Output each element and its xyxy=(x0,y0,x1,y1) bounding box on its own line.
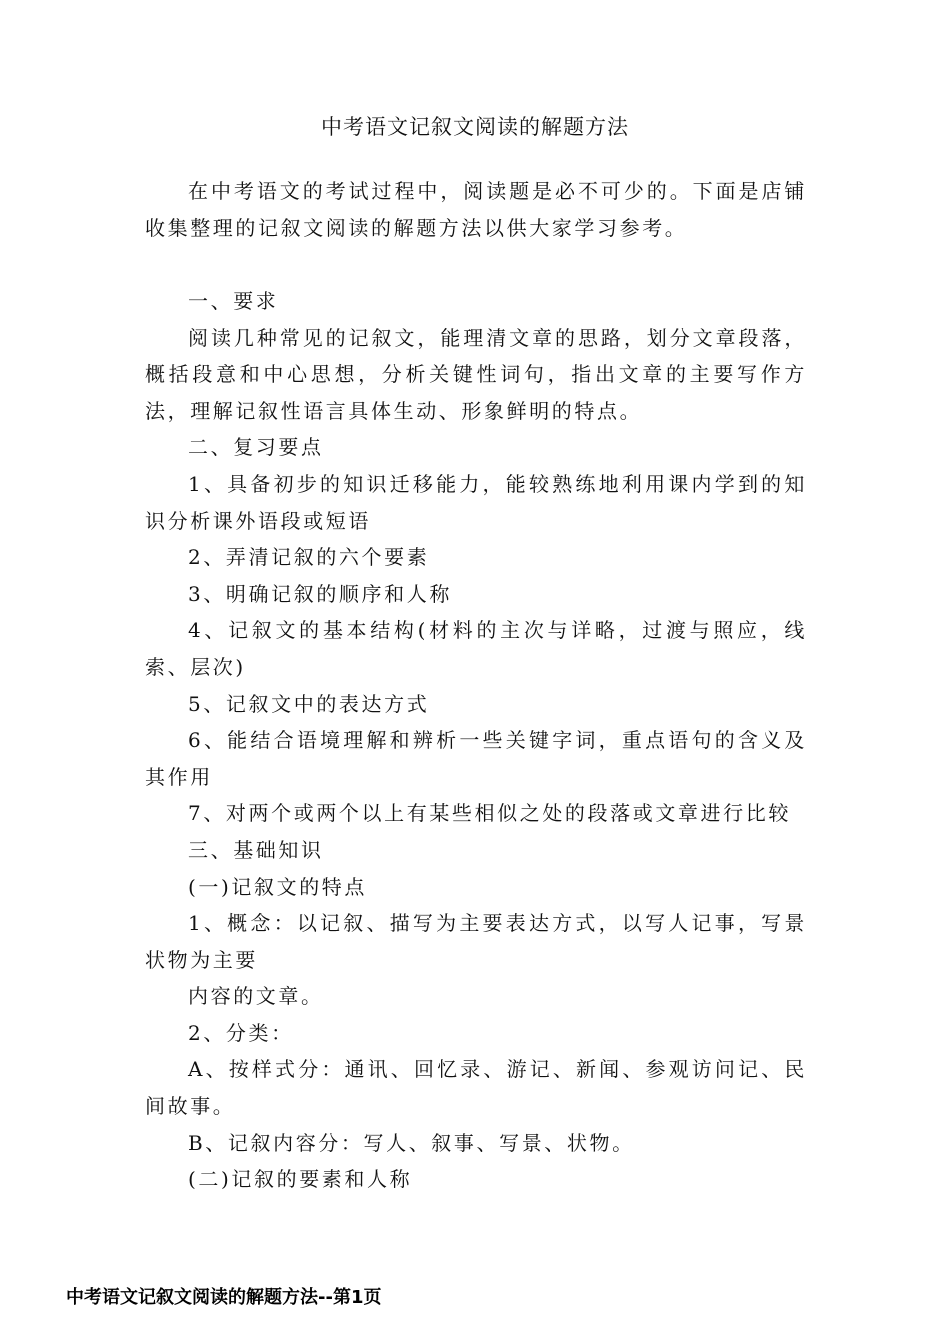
paragraph-requirements: 阅读几种常见的记叙文，能理清文章的思路，划分文章段落，概括段意和中心思想，分析关键性词句，指出文章的主要写作方法，理解记叙性语言具体生动、形象鲜明的特点。 xyxy=(145,325,807,423)
intro-paragraph: 在中考语文的考试过程中，阅读题是必不可少的。下面是店铺收集整理的记叙文阅读的解题方法以供大家学习参考。 xyxy=(145,179,807,240)
classification-heading: 2、分类： xyxy=(188,1020,294,1045)
page-footer: 中考语文记叙文阅读的解题方法--第1页 xyxy=(66,1287,382,1308)
concept-paragraph: 1、概念：以记叙、描写为主要表达方式，以写人记事，写景状物为主要 xyxy=(145,911,807,972)
intro-section xyxy=(145,173,807,246)
review-point-7: 7、对两个或两个以上有某些相似之处的段落或文章进行比较 xyxy=(188,801,791,826)
document-title: 中考语文记叙文阅读的解题方法 xyxy=(321,115,629,139)
subheading-elements: (二)记叙的要素和人称 xyxy=(188,1167,413,1192)
heading-review-points: 二、复习要点 xyxy=(188,435,324,460)
review-point-2: 2、弄清记叙的六个要素 xyxy=(188,545,430,570)
content-section xyxy=(145,283,807,1198)
heading-requirements: 一、要求 xyxy=(188,289,279,313)
review-point-3: 3、明确记叙的顺序和人称 xyxy=(188,581,452,606)
concept-continuation: 内容的文章。 xyxy=(188,984,324,1009)
subheading-features: (一)记叙文的特点 xyxy=(188,874,368,899)
classification-a: A、按样式分：通讯、回忆录、游记、新闻、参观访问记、民间故事。 xyxy=(145,1057,807,1119)
classification-b: B、记叙内容分：写人、叙事、写景、状物。 xyxy=(188,1130,635,1155)
review-point-5: 5、记叙文中的表达方式 xyxy=(188,691,430,716)
review-point-6: 6、能结合语境理解和辨析一些关键字词，重点语句的含义及其作用 xyxy=(145,728,807,789)
review-point-1: 1、具备初步的知识迁移能力，能较熟练地利用课内学到的知识分析课外语段或短语 xyxy=(145,471,807,533)
heading-basic-knowledge: 三、基础知识 xyxy=(188,837,324,862)
review-point-4: 4、记叙文的基本结构(材料的主次与详略，过渡与照应，线索、层次) xyxy=(145,618,807,679)
